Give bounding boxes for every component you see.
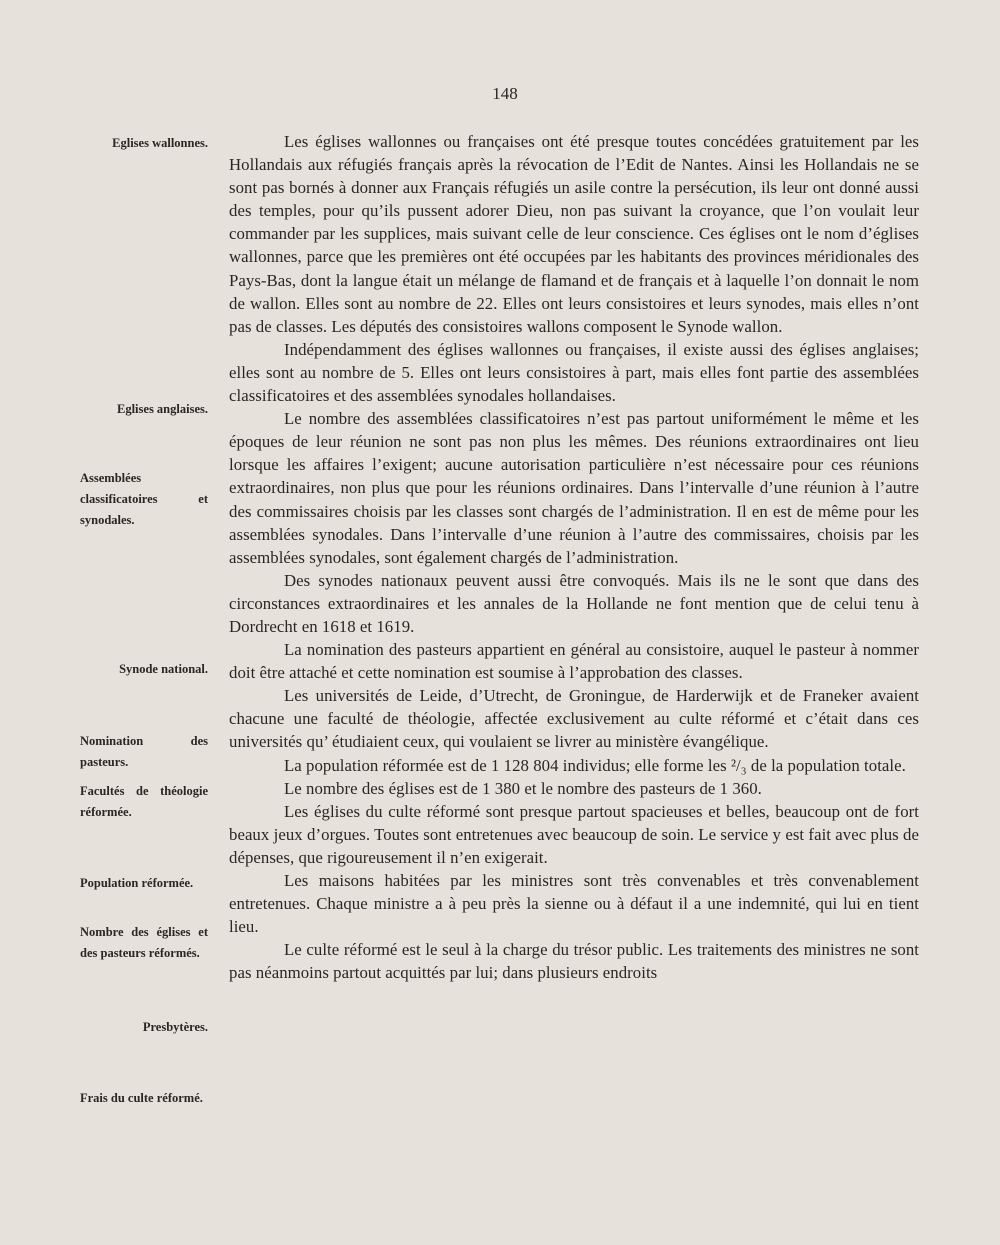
margin-note-assemblees: Assemblées classificatoires et synodales. [80, 471, 208, 527]
margin-note-eglises-wallonnes: Eglises wallonnes. [112, 136, 208, 150]
paragraph: Le nombre des églises est de 1 380 et le nombre des pasteurs de 1 360. [284, 778, 762, 798]
paragraph: Le nombre des assemblées classificatoires n’est pas partout uniformément le même et les époques de leur réunion ne sont pas non plus les mêmes. Des réunions extraordinaires ont lieu lorsque les affaires l’exigent; aucune autorisation particulière n’est nécessaire pour ces réunions extraordinaires, non plus que pour les réunions ordinaires. Dans l’intervalle d’une réunion à l’autre des commissaires choisis par les classes sont chargés de l’administration. Il en est de même pour les assemblées synodales. Dans l’intervalle d’une réunion à l’autre des commissaires, choisis par les assemblées synodales, sont également chargés de l’administration. [229, 409, 919, 567]
margin-note-eglises-anglaises: Eglises anglaises. [117, 402, 208, 416]
margin-note-presbyteres: Presbytères. [142, 1020, 208, 1034]
paragraph: La population réformée est de 1 128 804 individus; elle forme les ²/₃ de la population totale. [284, 755, 906, 775]
paragraph: La nomination des pasteurs appartient en général au consistoire, auquel le pasteur à nommer doit être attaché et cette nomination est soumise à l’approbation des classes. [229, 640, 919, 683]
margin-note-synode-national: Synode national. [119, 662, 208, 676]
margin-note-nombre-eglises: Nombre des églises et des pasteurs réformés. [80, 925, 208, 960]
paragraph: Les maisons habitées par les ministres sont très convenables et très convenablement entretenues. Chaque ministre a à peu près la sienne ou à défaut il a une indemnité, qui lui en tient lieu. [229, 871, 919, 937]
margin-note-nomination: Nomination des pasteurs. [80, 734, 208, 769]
paragraph: Des synodes nationaux peuvent aussi être convoqués. Mais ils ne le sont que dans des circonstances extraordinaires et les annales de la Hollande ne font mention que de celui tenu à Dordrecht en 1618 et 1619. [229, 570, 919, 636]
paragraph: Les églises wallonnes ou françaises ont été presque toutes concédées gratuitement par les Hollandais aux réfugiés français après la révocation de l’Edit de Nantes. Ainsi les Hollandais ne se sont pas bornés à donner aux Français réfugiés un asile contre la persécution, ils leur ont donné aussi des temples, pour qu’ils pussent adorer Dieu, non pas suivant la croyance, que l’on voulait leur commander par les supplices, mais suivant celle de leur conscience. Ces églises ont le nom d’églises wallonnes, parce que les premières ont été occupées par les habitants des provinces méridionales des Pays-Bas, dont la langue était un mélange de flamand et de français et à laquelle l’on donnait le nom de wallon. Elles sont au nombre de 22. Elles ont leurs consistoires et leurs synodes, mais elles n’ont pas de classes. Les députés des consistoires wallons composent le Synode wallon. [229, 132, 919, 336]
margin-note-frais-culte: Frais du culte réformé. [80, 1091, 203, 1105]
paragraph: Les églises du culte réformé sont presque partout spacieuses et belles, beaucoup ont de fort beaux jeux d’orgues. Toutes sont entretenues avec beaucoup de soin. Le service y est fait avec plus de dépenses, que rigoureusement il n’en exigerait. [229, 801, 919, 867]
paragraph: Indépendamment des églises wallonnes ou françaises, il existe aussi des églises anglaises; elles sont au nombre de 5. Elles ont leurs consistoires à part, mais elles font partie des assemblées classificatoires et des assemblées synodales hollandaises. [229, 339, 919, 406]
page-number: 148 [492, 84, 518, 103]
paragraph: Le culte réformé est le seul à la charge du trésor public. Les traitements des ministres ne sont pas néanmoins partout acquittés par lui; dans plusieurs endroits [229, 940, 919, 983]
body-text [229, 130, 919, 984]
margin-note-facultes: Facultés de théologie réformée. [80, 784, 208, 819]
paragraph: Les universités de Leide, d’Utrecht, de Groningue, de Harderwijk et de Franeker avaient chacune une faculté de théologie, affectée exclusivement au culte réformé et c’était dans ces universités qu’ étudiaient ceux, qui voulaient se livrer au ministère évangélique. [229, 686, 919, 752]
margin-note-population: Population réformée. [80, 876, 194, 890]
